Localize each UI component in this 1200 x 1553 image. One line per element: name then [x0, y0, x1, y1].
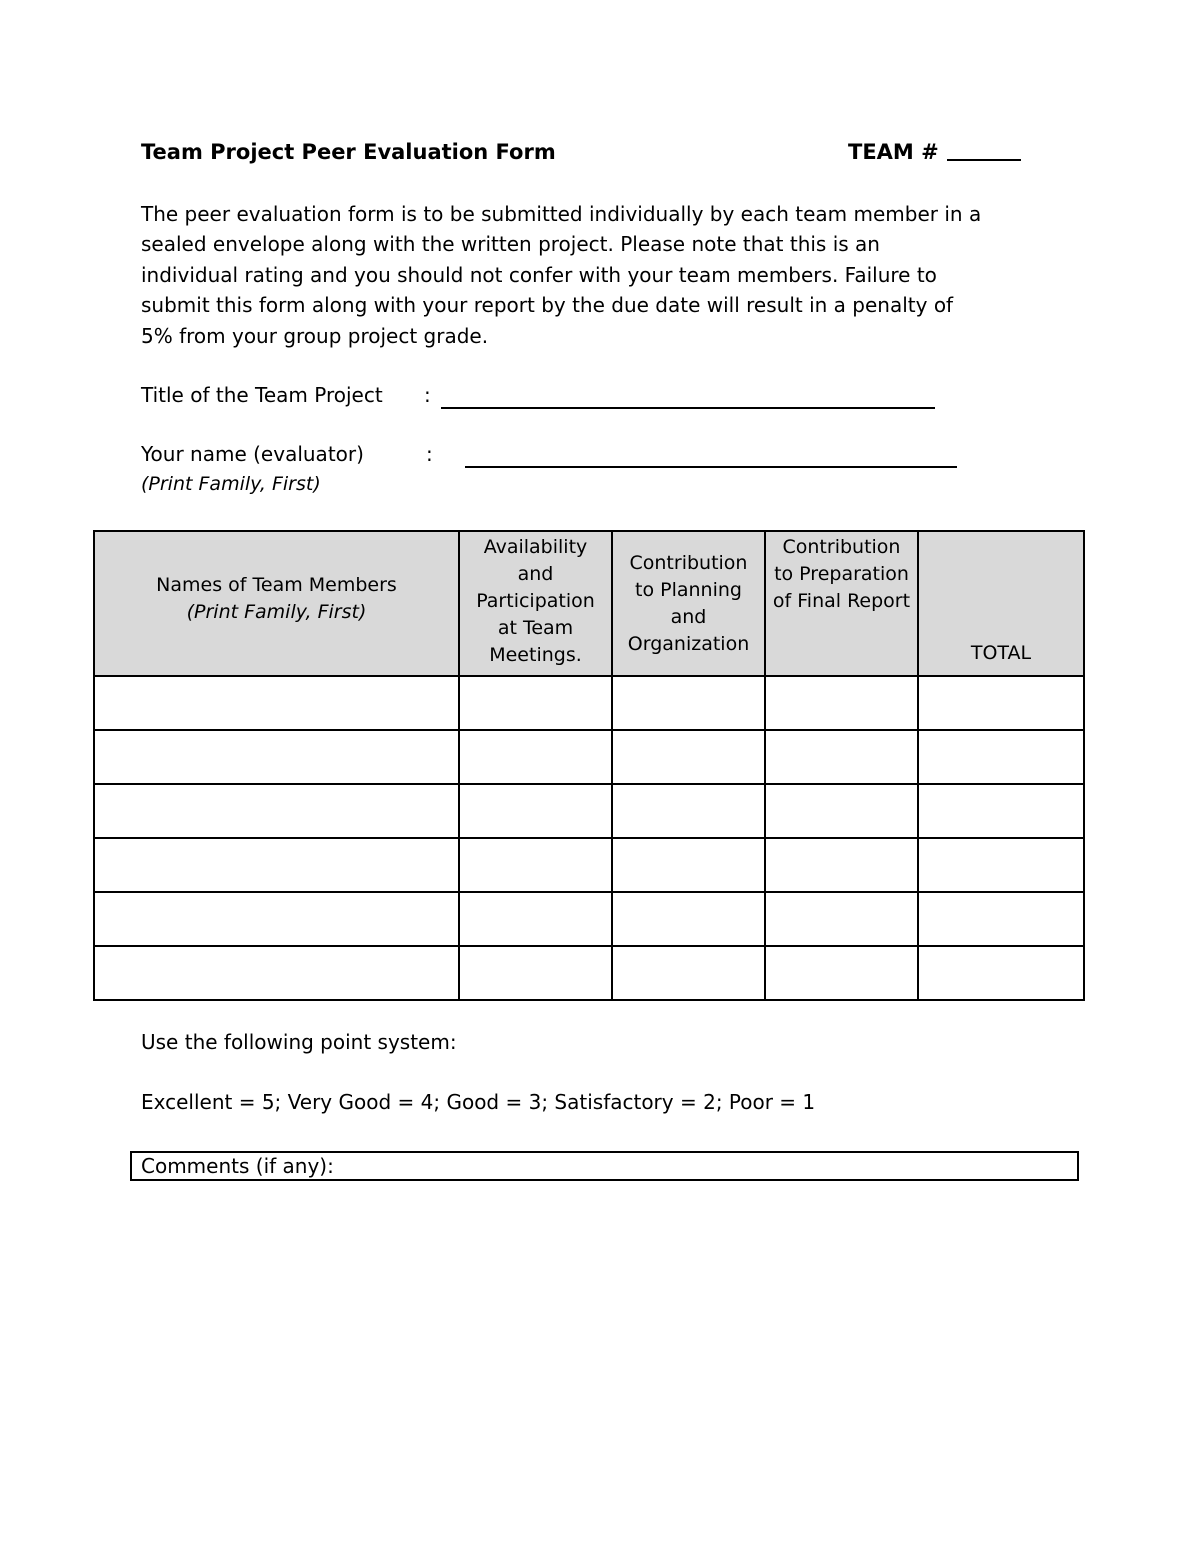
preparation-score-cell[interactable]: [765, 730, 918, 784]
availability-score-cell[interactable]: [459, 784, 612, 838]
form-header: [141, 140, 1041, 170]
project-title-label: Title of the Team Project: [141, 383, 383, 407]
availability-score-cell[interactable]: [459, 676, 612, 730]
form-title: Team Project Peer Evaluation Form: [141, 140, 556, 164]
instructions-paragraph: The peer evaluation form is to be submitted individually by each team member in a sealed envelope along with the written project. Please note that this is an individual rating and you should not confer with your team members. Failure to submit this form along with your report by the due date will result in a penalty of 5% from your group project grade.: [141, 202, 982, 348]
availability-score-cell[interactable]: [459, 730, 612, 784]
project-title-colon: :: [424, 383, 431, 407]
member-name-cell[interactable]: [94, 838, 459, 892]
preparation-score-cell[interactable]: [765, 892, 918, 946]
table-row: [94, 946, 1084, 1000]
team-number-field: [848, 140, 1021, 164]
planning-score-cell[interactable]: [612, 730, 765, 784]
preparation-score-cell[interactable]: [765, 676, 918, 730]
project-title-row: [141, 383, 1041, 413]
table-row: [94, 730, 1084, 784]
header-names-hint: (Print Family, First): [186, 600, 367, 623]
evaluator-name-row: [141, 442, 1041, 472]
header-total: TOTAL: [918, 531, 1084, 676]
availability-score-cell[interactable]: [459, 946, 612, 1000]
planning-score-cell[interactable]: [612, 784, 765, 838]
header-preparation: Contribution to Preparation of Final Report: [765, 531, 918, 676]
evaluation-table: [93, 530, 1085, 1001]
table-row: [94, 676, 1084, 730]
header-names-label: Names of Team Members: [156, 573, 397, 596]
comments-box[interactable]: [130, 1151, 1079, 1181]
team-number-blank[interactable]: [947, 159, 1021, 161]
evaluator-name-colon: :: [426, 442, 433, 466]
planning-score-cell[interactable]: [612, 892, 765, 946]
total-score-cell[interactable]: [918, 676, 1084, 730]
team-number-label: TEAM #: [848, 140, 939, 164]
preparation-score-cell[interactable]: [765, 946, 918, 1000]
table-header-row: [94, 531, 1084, 676]
member-name-cell[interactable]: [94, 730, 459, 784]
header-availability: Availability and Participation at Team Meetings.: [459, 531, 612, 676]
member-name-cell[interactable]: [94, 784, 459, 838]
planning-score-cell[interactable]: [612, 676, 765, 730]
point-system-scale: Excellent = 5; Very Good = 4; Good = 3; Satisfactory = 2; Poor = 1: [141, 1090, 816, 1114]
evaluator-name-label: Your name (evaluator): [141, 442, 364, 466]
member-name-cell[interactable]: [94, 676, 459, 730]
evaluator-name-blank[interactable]: [465, 466, 957, 468]
availability-score-cell[interactable]: [459, 838, 612, 892]
total-score-cell[interactable]: [918, 892, 1084, 946]
preparation-score-cell[interactable]: [765, 838, 918, 892]
member-name-cell[interactable]: [94, 892, 459, 946]
header-names: [94, 531, 459, 676]
table-row: [94, 892, 1084, 946]
comments-label: Comments (if any):: [141, 1154, 334, 1178]
table-row: [94, 784, 1084, 838]
total-score-cell[interactable]: [918, 838, 1084, 892]
total-score-cell[interactable]: [918, 784, 1084, 838]
evaluator-print-hint: (Print Family, First): [141, 473, 321, 495]
project-title-blank[interactable]: [441, 407, 935, 409]
preparation-score-cell[interactable]: [765, 784, 918, 838]
member-name-cell[interactable]: [94, 946, 459, 1000]
total-score-cell[interactable]: [918, 946, 1084, 1000]
point-system-intro: Use the following point system:: [141, 1030, 457, 1054]
planning-score-cell[interactable]: [612, 946, 765, 1000]
table-row: [94, 838, 1084, 892]
total-score-cell[interactable]: [918, 730, 1084, 784]
header-planning: Contribution to Planning and Organization: [612, 531, 765, 676]
availability-score-cell[interactable]: [459, 892, 612, 946]
planning-score-cell[interactable]: [612, 838, 765, 892]
